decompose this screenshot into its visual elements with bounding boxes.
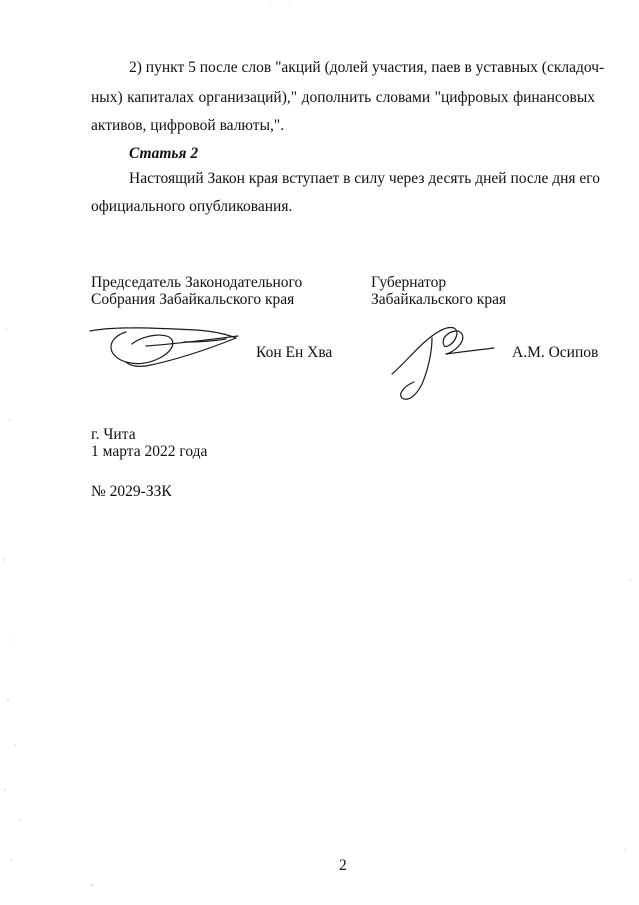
right-signatory-title-line1: Губернатор [371, 274, 447, 291]
right-signatory-title-line2: Забайкальского края [371, 291, 507, 308]
paragraph-point5-line3: активов, цифровой валюты,". [91, 117, 285, 134]
place: г. Чита [91, 426, 136, 443]
left-signatory-title-line1: Председатель Законодательного [91, 274, 303, 291]
paragraph-point5-line1: 2) пункт 5 после слов "акций (долей участия, паев в уставных (складоч- [129, 59, 605, 76]
page-number: 2 [339, 857, 347, 874]
date: 1 марта 2022 года [91, 443, 208, 460]
article2-line2: официального опубликования. [91, 198, 293, 215]
right-handwritten-signature [388, 322, 498, 406]
article-heading: Статья 2 [129, 145, 199, 162]
right-signatory-name: А.М. Осипов [512, 344, 599, 361]
left-signatory-name: Кон Ен Хва [256, 344, 333, 361]
article2-line1: Настоящий Закон края вступает в силу через десять дней после дня его [129, 170, 601, 187]
left-handwritten-signature [86, 322, 246, 372]
law-number: № 2029-ЗЗК [91, 483, 172, 500]
left-signatory-title-line2: Собрания Забайкальского края [91, 291, 295, 308]
paragraph-point5-line2: ных) капиталах организаций)," дополнить словами "цифровых финансовых [91, 89, 595, 106]
